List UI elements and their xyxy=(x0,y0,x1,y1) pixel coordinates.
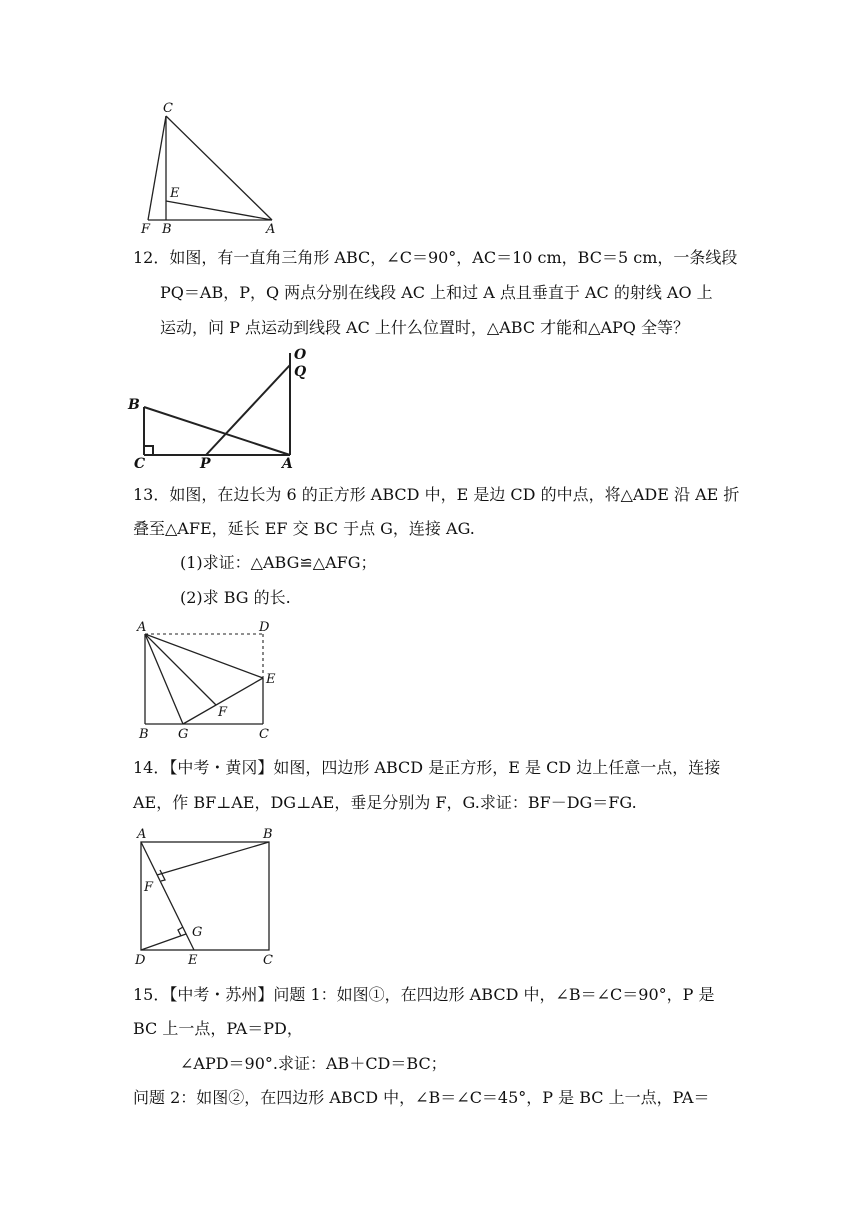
label-C: C xyxy=(134,456,146,470)
q15-line-2: BC 上一点，PA＝PD， xyxy=(133,1019,303,1038)
label-D: D xyxy=(259,620,270,635)
label-E: E xyxy=(266,672,276,687)
label-E: E xyxy=(188,953,198,968)
q15-line-4: 问题 2：如图②，在四边形 ABCD 中，∠B＝∠C＝45°，P 是 BC 上一点，PA＝ xyxy=(133,1088,710,1107)
label-B: B xyxy=(162,222,172,237)
label-C: C xyxy=(259,727,269,742)
label-B: B xyxy=(263,827,273,842)
q13-part-1: (1)求证：△ABG≌△AFG； xyxy=(180,553,377,572)
label-F: F xyxy=(141,222,151,237)
label-A: A xyxy=(282,456,293,470)
figure-2-right-triangle-diagram xyxy=(120,345,320,470)
q12-line-3: 运动，问 P 点运动到线段 AC 上什么位置时，△ABC 才能和△APQ 全等？ xyxy=(160,318,689,337)
q13-line-2: 叠至△AFE，延长 EF 交 BC 于点 G，连接 AG. xyxy=(133,519,475,538)
figure-1-triangle-diagram xyxy=(130,100,290,240)
q12-line-2: PQ＝AB，P，Q 两点分别在线段 AC 上和过 A 点且垂直于 AC 的射线 AO 上 xyxy=(160,283,713,302)
q15-line-3: ∠APD＝90°.求证：AB＋CD＝BC； xyxy=(180,1054,447,1073)
label-B: B xyxy=(128,397,140,413)
label-A: A xyxy=(137,620,147,635)
label-D: D xyxy=(135,953,146,968)
label-C: C xyxy=(163,101,173,116)
q13-part-2: (2)求 BG 的长. xyxy=(180,588,291,607)
label-A: A xyxy=(137,827,147,842)
q13-line-1: 13．如图，在边长为 6 的正方形 ABCD 中，E 是边 CD 的中点，将△ADE 沿 AE 折 xyxy=(133,485,740,504)
q15-line-1: 15．【中考・苏州】问题 1：如图①，在四边形 ABCD 中，∠B＝∠C＝90°，P 是 xyxy=(133,985,715,1004)
label-P: P xyxy=(200,456,211,470)
q14-line-1: 14．【中考・黄冈】如图，四边形 ABCD 是正方形，E 是 CD 边上任意一点，连接 xyxy=(133,758,721,777)
label-B: B xyxy=(139,727,149,742)
label-Q: Q xyxy=(294,364,307,380)
label-F: F xyxy=(218,705,228,720)
figure-4-square-perpendicular-diagram xyxy=(128,824,288,970)
label-G: G xyxy=(178,727,189,742)
label-C: C xyxy=(263,953,273,968)
label-A: A xyxy=(266,222,276,237)
figure-3-square-fold-diagram xyxy=(128,616,288,742)
label-E: E xyxy=(170,186,180,201)
q12-line-1: 12．如图，有一直角三角形 ABC，∠C＝90°，AC＝10 cm，BC＝5 cm，一条线段 xyxy=(133,248,738,267)
label-O: O xyxy=(294,347,307,363)
q14-line-2: AE，作 BF⊥AE，DG⊥AE，垂足分别为 F，G.求证：BF－DG＝FG. xyxy=(133,793,637,812)
label-G: G xyxy=(192,925,203,940)
label-F: F xyxy=(144,880,154,895)
